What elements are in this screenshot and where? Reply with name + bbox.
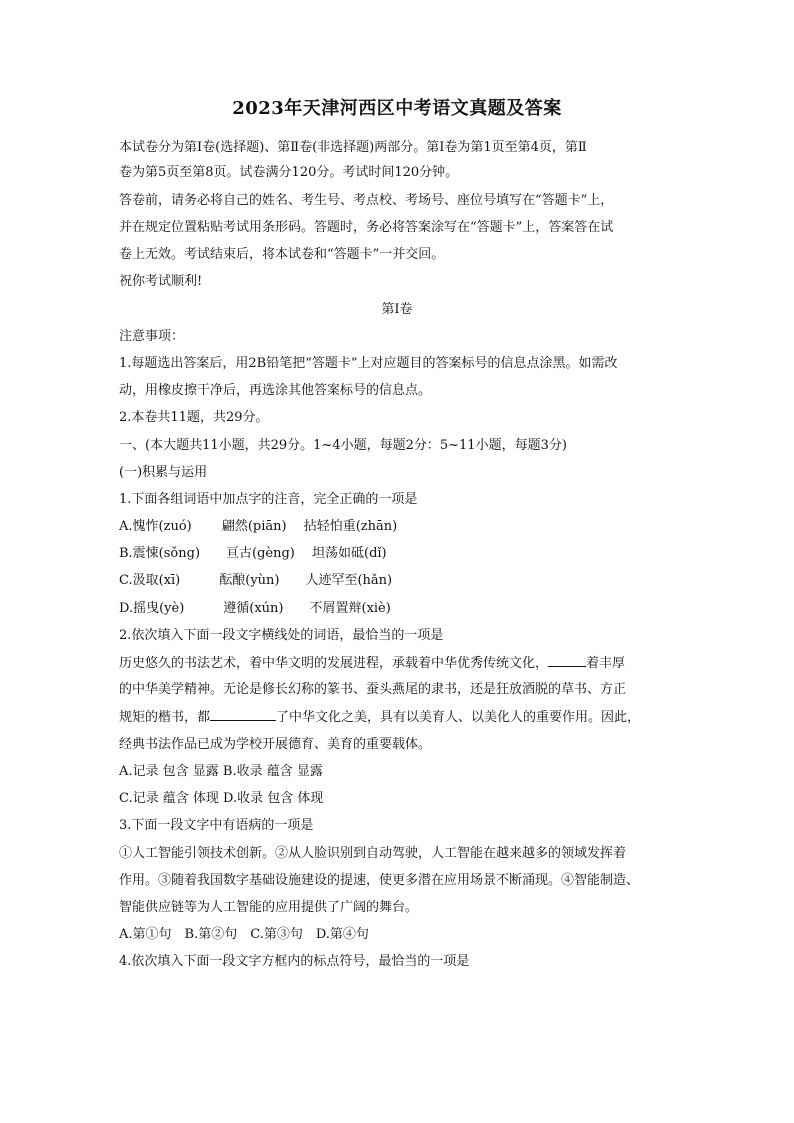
question-3: 3.下面一段文字中有语病的一项是 [119,818,314,833]
intro-line: 祝你考试顺利! [119,274,203,289]
passage-line: 作用。③随着我国数字基础设施建设的提速，使更多潜在应用场景不断涌现。④智能制造、 [119,873,640,888]
subsection-heading: (一)积累与运用 [119,465,208,480]
question-2: 2.依次填入下面一段文字横线处的词语，最恰当的一项是 [119,628,444,643]
intro-line: 答卷前，请务必将自己的姓名、考生号、考点校、考场号、座位号填写在“答题卡”上， [119,193,614,208]
blank-underline [210,708,276,721]
notice-line: 2.本卷共11题，共29分。 [119,410,269,425]
passage-line: 智能供应链等为人工智能的应用提供了广阔的舞台。 [119,900,419,915]
option-c: C.汲取(xī) 酝酿(yùn) 人迹罕至(hǎn) [119,573,393,588]
options-line: A.记录 包含 显露 B.收录 蕴含 显露 [119,764,323,779]
passage-line: ①人工智能引领技术创新。②从人脸识别到自动驾驶，人工智能在越来越多的领域发挥着 [119,846,627,861]
part-heading: 一、(本大题共11小题，共29分。1~4小题，每题2分：5~11小题，每题3分) [119,438,567,453]
passage-line [119,708,640,727]
passage-line: 的中华美学精神。无论是修长幻称的篆书、蚕头燕尾的隶书，还是狂放酒脱的草书、方正 [119,682,627,697]
notice-line: 动，用橡皮擦干净后，再选涂其他答案标号的信息点。 [119,383,432,398]
passage-text: 历史悠久的书法艺术，着中华文明的发展进程，承载着中华优秀传统文化， [119,656,549,671]
options-line: C.记录 蕴含 体现 D.收录 包含 体现 [119,791,324,806]
option-b: B.震悚(sǒng) 亘古(gèng) 坦荡如砥(dǐ) [119,546,387,561]
intro-line: 并在规定位置粘贴考试用条形码。答题时，务必将答案涂写在“答题卡”上，答案答在试 [119,220,614,235]
passage-text: 着丰厚 [586,656,626,671]
passage-line [119,654,625,673]
passage-text: 了中华文化之美，具有以美育人、以美化人的重要作用。因此， [276,710,641,725]
intro-line: 本试卷分为第Ⅰ卷(选择题)、第Ⅱ卷(非选择题)两部分。第Ⅰ卷为第1页至第4页，第Ⅱ [119,140,587,155]
notice-heading: 注意事项： [119,329,185,344]
notice-line: 1.每题选出答案后，用2B铅笔把“答题卡”上对应题目的答案标号的信息点涂黑。如需改 [119,356,618,371]
options-line: A.第①句 B.第②句 C.第③句 D.第④句 [119,927,369,942]
intro-line: 卷为第5页至第8页。试卷满分120分。考试时间120分钟。 [119,165,459,180]
section-heading: 第Ⅰ卷 [381,302,413,317]
question-4: 4.依次填入下面一段文字方框内的标点符号，最恰当的一项是 [119,954,470,969]
page-title: 2023年天津河西区中考语文真题及答案 [232,98,562,119]
passage-text: 规矩的楷书，都 [119,710,211,725]
option-d: D.摇曳(yè) 遵循(xún) 不屑置辩(xiè) [119,601,391,616]
intro-line: 卷上无效。考试结束后，将本试卷和“答题卡”一并交回。 [119,247,445,262]
option-a: A.愧怍(zuó) 翩然(piān) 拈轻怕重(zhān) [119,519,398,534]
blank-underline [548,654,586,667]
question-1: 1.下面各组词语中加点字的注音，完全正确的一项是 [119,492,418,507]
passage-line: 经典书法作品已成为学校开展德育、美育的重要载体。 [119,737,432,752]
